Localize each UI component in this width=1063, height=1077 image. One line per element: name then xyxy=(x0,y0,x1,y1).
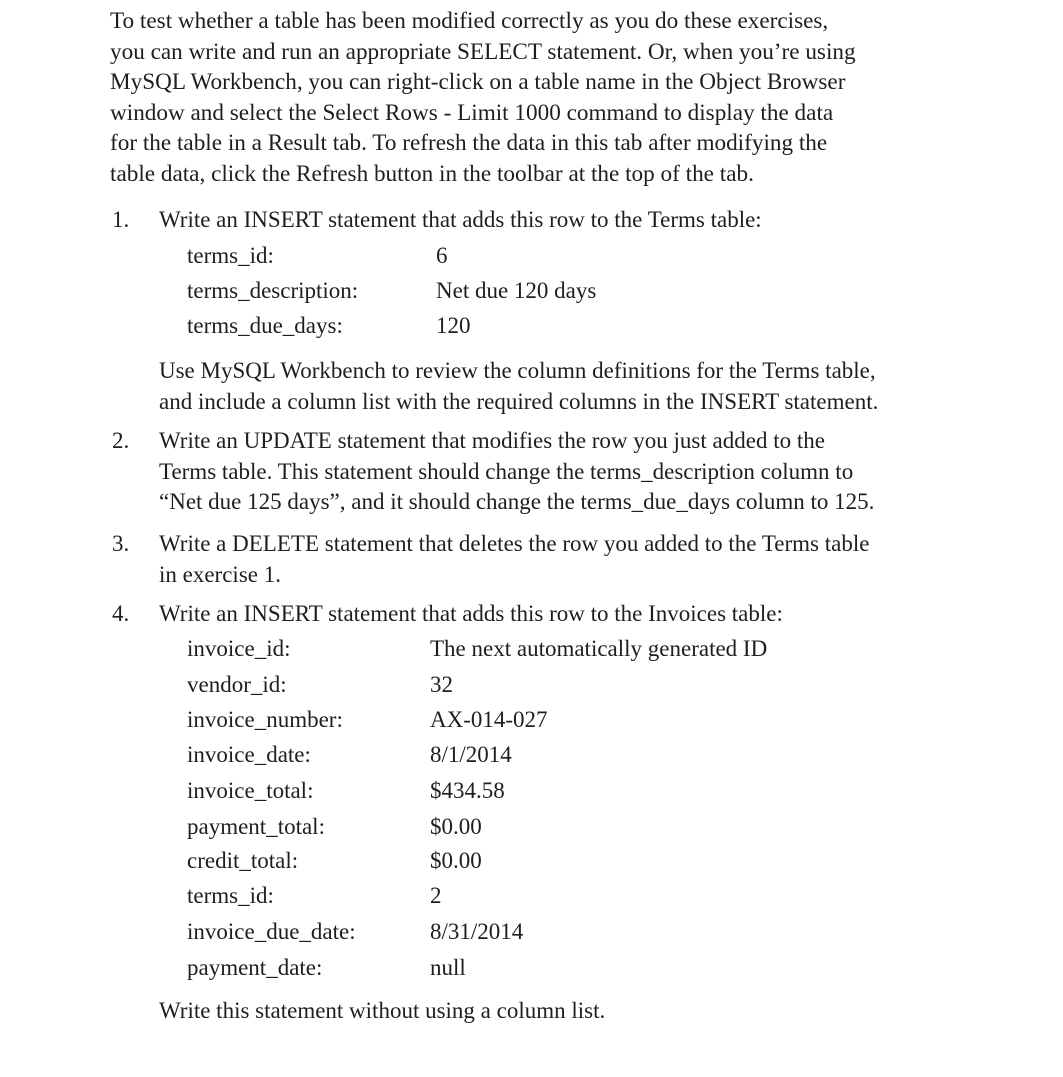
invoice-field-row xyxy=(187,705,548,735)
invoice-field-row xyxy=(187,776,505,806)
intro-line: you can write and run an appropriate SELECT statement. Or, when you’re using xyxy=(110,38,856,65)
exercise-4-number: 4. xyxy=(112,601,130,626)
field-value: 120 xyxy=(436,313,471,338)
field-name: terms_due_days: xyxy=(187,313,343,338)
terms-field-row xyxy=(187,311,471,341)
exercise-4-note: Write this statement without using a column list. xyxy=(159,998,606,1023)
exercise-3-number: 3. xyxy=(112,531,130,556)
field-value: $0.00 xyxy=(430,814,482,839)
exercise-1-number: 1. xyxy=(112,207,130,232)
field-value: The next automatically generated ID xyxy=(430,636,768,661)
invoice-field-row xyxy=(187,634,768,664)
field-value: 32 xyxy=(430,672,453,697)
field-value: $0.00 xyxy=(430,848,482,873)
note-line: Use MySQL Workbench to review the column definitions for the Terms table, xyxy=(159,358,876,383)
field-name: payment_date: xyxy=(187,955,323,980)
intro-paragraph xyxy=(110,6,1010,190)
field-value: 8/1/2014 xyxy=(430,742,512,767)
exercise-1-note xyxy=(159,356,1019,417)
field-value: AX-014-027 xyxy=(430,707,548,732)
text-line: Write a DELETE statement that deletes the row you added to the Terms table xyxy=(159,531,870,556)
field-name: payment_total: xyxy=(187,814,325,839)
field-name: vendor_id: xyxy=(187,672,287,697)
note-line: and include a column list with the required columns in the INSERT statement. xyxy=(159,388,879,414)
intro-line: MySQL Workbench, you can right-click on a table name in the Object Browser xyxy=(110,69,846,96)
field-name: invoice_id: xyxy=(187,636,291,661)
invoice-field-row xyxy=(187,812,482,842)
text-line: Terms table. This statement should change the terms_description column to xyxy=(159,458,854,484)
field-name: terms_description: xyxy=(187,278,359,303)
field-value: 6 xyxy=(436,243,448,268)
invoice-field-row xyxy=(187,953,466,983)
field-value: Net due 120 days xyxy=(436,278,597,303)
exercise-4-text: Write an INSERT statement that adds this row to the Invoices table: xyxy=(159,601,783,626)
invoice-field-row xyxy=(187,917,524,947)
field-name: terms_id: xyxy=(187,243,274,268)
text-line: in exercise 1. xyxy=(159,561,281,587)
field-value: null xyxy=(430,955,466,980)
text-line: Write an UPDATE statement that modifies the row you just added to the xyxy=(159,428,825,453)
exercise-1-text: Write an INSERT statement that adds this row to the Terms table: xyxy=(159,207,762,232)
intro-line: table data, click the Refresh button in the toolbar at the top of the tab. xyxy=(110,160,754,187)
field-name: credit_total: xyxy=(187,848,299,873)
intro-line: window and select the Select Rows - Limit 1000 command to display the data xyxy=(110,99,834,126)
terms-field-row xyxy=(187,276,597,306)
field-name: invoice_date: xyxy=(187,742,311,767)
intro-line: for the table in a Result tab. To refresh the data in this tab after modifying the xyxy=(110,130,828,157)
invoice-field-row xyxy=(187,846,482,876)
field-name: invoice_number: xyxy=(187,707,343,732)
invoice-field-row xyxy=(187,881,442,911)
field-name: terms_id: xyxy=(187,883,274,908)
field-value: 2 xyxy=(430,883,442,908)
text-line: “Net due 125 days”, and it should change the terms_due_days column to 125. xyxy=(159,489,875,514)
field-value: 8/31/2014 xyxy=(430,919,524,944)
intro-line: To test whether a table has been modified correctly as you do these exercises, xyxy=(110,8,829,34)
field-name: invoice_total: xyxy=(187,778,314,803)
exercise-3-text xyxy=(159,529,1019,590)
field-value: $434.58 xyxy=(430,778,505,803)
exercise-2-text xyxy=(159,426,1019,518)
invoice-field-row xyxy=(187,670,453,700)
terms-field-row xyxy=(187,241,448,271)
exercise-2-number: 2. xyxy=(112,428,130,453)
invoice-field-row xyxy=(187,740,512,770)
field-name: invoice_due_date: xyxy=(187,919,356,944)
